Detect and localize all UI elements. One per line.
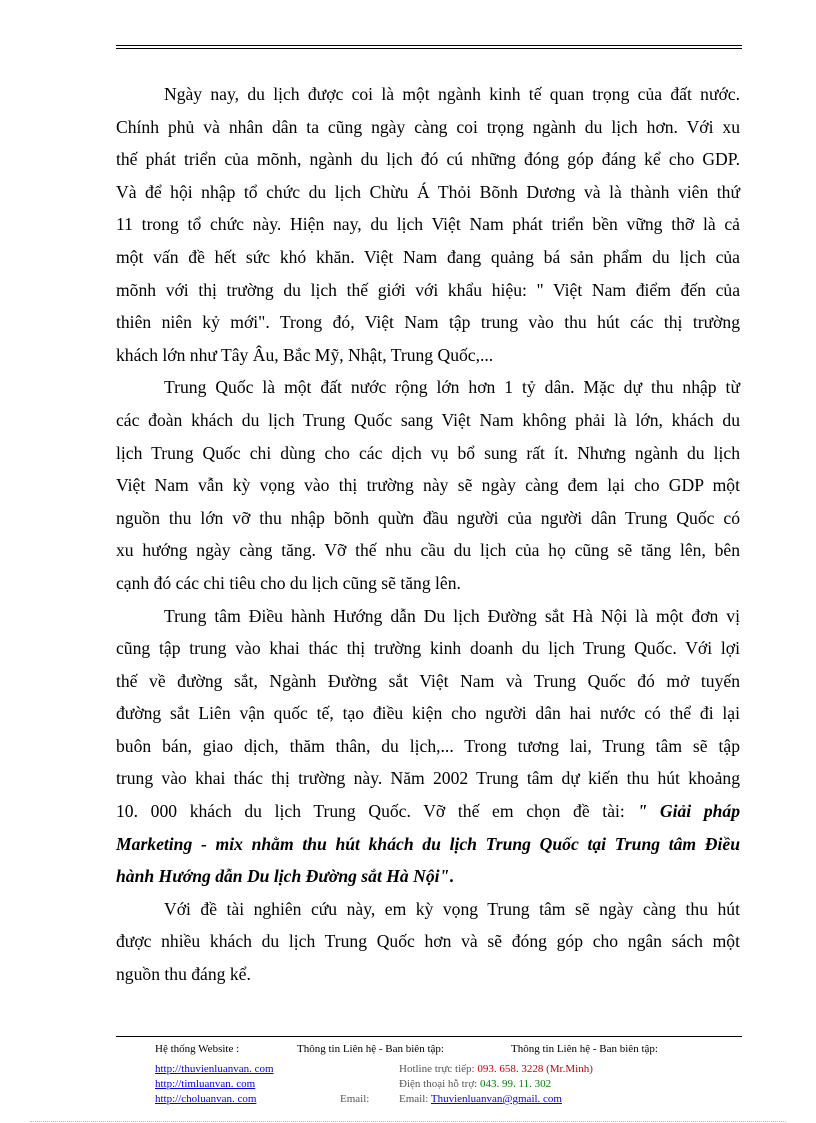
text-line: Việt Nam vẫn kỳ vọng vào thị trường này sẽ ngày càng đem lại cho GDP một xyxy=(116,475,740,496)
text-line xyxy=(116,860,740,893)
text-line: thế về đường sắt, Ngành Đường sắt Việt Nam và Trung Quốc đó mở tuyến xyxy=(116,670,740,691)
paragraph-4 xyxy=(116,893,740,991)
text-line: được nhiều khách du lịch Trung Quốc hơn và sẽ đóng góp cho ngân sách một xyxy=(116,931,740,952)
footer-contact-heading: Thông tin Liên hệ - Ban biên tập: xyxy=(297,1043,444,1055)
footer-rule xyxy=(116,1036,742,1037)
phone-label: Điện thoại hỗ trợ: xyxy=(399,1078,478,1090)
text-line: một vấn đề hết sức khó khăn. Việt Nam đang quảng bá sản phẩm du lịch của xyxy=(116,246,740,267)
footer-contact-heading-2: Thông tin Liên hệ - Ban biên tập: xyxy=(511,1043,658,1055)
footer-hotline xyxy=(399,1062,593,1076)
text-line: buôn bán, giao dịch, thăm thân, du lịch,... Trong tương lai, Trung tâm sẽ tập xyxy=(116,735,740,756)
text-line: nguồn thu đáng kể. xyxy=(116,964,251,985)
text-line: trung vào khai thác thị trường này. Năm 2002 Trung tâm dự kiến thu hút khoảng xyxy=(116,768,740,789)
paragraph-3 xyxy=(116,600,740,893)
thesis-title-end: hành Hướng dẫn Du lịch Đường sắt Hà Nội" xyxy=(116,866,450,887)
footer-email-label-mid: Email: xyxy=(340,1093,370,1105)
document-body xyxy=(116,78,740,991)
text-line: Và để hội nhập tổ chức du lịch Chừu Á Thỏi Bõnh Dương và là thành viên thứ xyxy=(116,181,740,202)
text-line: Trung tâm Điều hành Hướng dẫn Du lịch Đường sắt Hà Nội là một đơn vị xyxy=(164,605,740,626)
thesis-title-start: " Giải pháp xyxy=(637,801,740,822)
paragraph-1 xyxy=(116,78,740,371)
text-segment: 10. 000 khách du lịch Trung Quốc. Vỡ thế em chọn đề tài: xyxy=(116,801,638,822)
text-line: đường sắt Liên vận quốc tế, tạo điều kiện cho người dân hai nước có thể đi lại xyxy=(116,703,740,724)
phone-value: 043. 99. 11. 302 xyxy=(479,1078,552,1090)
text-line: nguồn thu lớn vỡ thu nhập bõnh quừn đầu người của người dân Trung Quốc có xyxy=(116,507,740,528)
email-label: Email: xyxy=(399,1093,429,1105)
footer-link-thuvienluanvan[interactable]: http://thuvienluanvan. com xyxy=(155,1063,274,1075)
text-line xyxy=(116,795,740,828)
thesis-title-middle: Marketing - mix nhằm thu hút khách du lịch Trung Quốc tại Trung tâm Điều xyxy=(116,833,740,854)
header-rule-top xyxy=(116,45,742,46)
text-line: thế phát triển của mõnh, ngành du lịch đó cú những đóng góp đáng kể cho GDP. xyxy=(116,149,740,170)
hotline-value: 093. 658. 3228 (Mr.Minh) xyxy=(477,1063,593,1075)
header-rule-bottom xyxy=(116,48,742,49)
footer-email xyxy=(399,1092,562,1106)
text-line: cũng tập trung vào khai thác thị trường kinh doanh du lịch Trung Quốc. Với lợi xyxy=(116,638,740,659)
text-line: mõnh với thị trường du lịch thế giới với khẩu hiệu: " Việt Nam điểm đến của xyxy=(116,279,740,300)
footer-websites-heading: Hệ thống Website : xyxy=(155,1043,240,1055)
footer-link-choluanvan[interactable]: http://choluanvan. com xyxy=(155,1093,257,1105)
page-bottom-dotted-line xyxy=(30,1121,786,1122)
text-line: khách lớn như Tây Âu, Bắc Mỹ, Nhật, Trung Quốc,... xyxy=(116,344,494,365)
text-line: xu hướng ngày càng tăng. Vỡ thế nhu cầu du lịch của họ cũng sẽ tăng lên, bên xyxy=(116,540,740,561)
text-line: các đoàn khách du lịch Trung Quốc sang Việt Nam không phải là lớn, khách du xyxy=(116,409,740,430)
hotline-label: Hotline trực tiếp: xyxy=(399,1063,475,1075)
text-line: 11 trong tổ chức này. Hiện nay, du lịch Việt Nam phát triển bền vững thỡ là cả xyxy=(116,214,740,235)
text-line: Ngày nay, du lịch được coi là một ngành kinh tế quan trọng của đất nước. xyxy=(164,84,740,104)
text-line: Với đề tài nghiên cứu này, em kỳ vọng Trung tâm sẽ ngày càng thu hút xyxy=(164,898,740,919)
text-line: cạnh đó các chi tiêu cho du lịch cũng sẽ tăng lên. xyxy=(116,572,461,593)
text-line: thiên niên kỷ mới". Trong đó, Việt Nam tập trung vào thu hút các thị trường xyxy=(116,312,740,333)
email-link[interactable]: Thuvienluanvan@gmail. com xyxy=(430,1093,562,1105)
text-line: Trung Quốc là một đất nước rộng lớn hơn 1 tỷ dân. Mặc dự thu nhập từ xyxy=(164,377,740,398)
text-line: lịch Trung Quốc chi dùng cho các dịch vụ bổ sung rất ít. Nhưng ngành du lịch xyxy=(116,442,740,463)
paragraph-2 xyxy=(116,371,740,599)
text-line: Chính phủ và nhân dân ta cũng ngày càng coi trọng ngành du lịch hơn. Với xu xyxy=(116,116,740,137)
text-segment: . xyxy=(449,866,454,887)
footer-link-timluanvan[interactable]: http://timluanvan. com xyxy=(155,1078,256,1090)
footer-phone xyxy=(399,1077,551,1091)
